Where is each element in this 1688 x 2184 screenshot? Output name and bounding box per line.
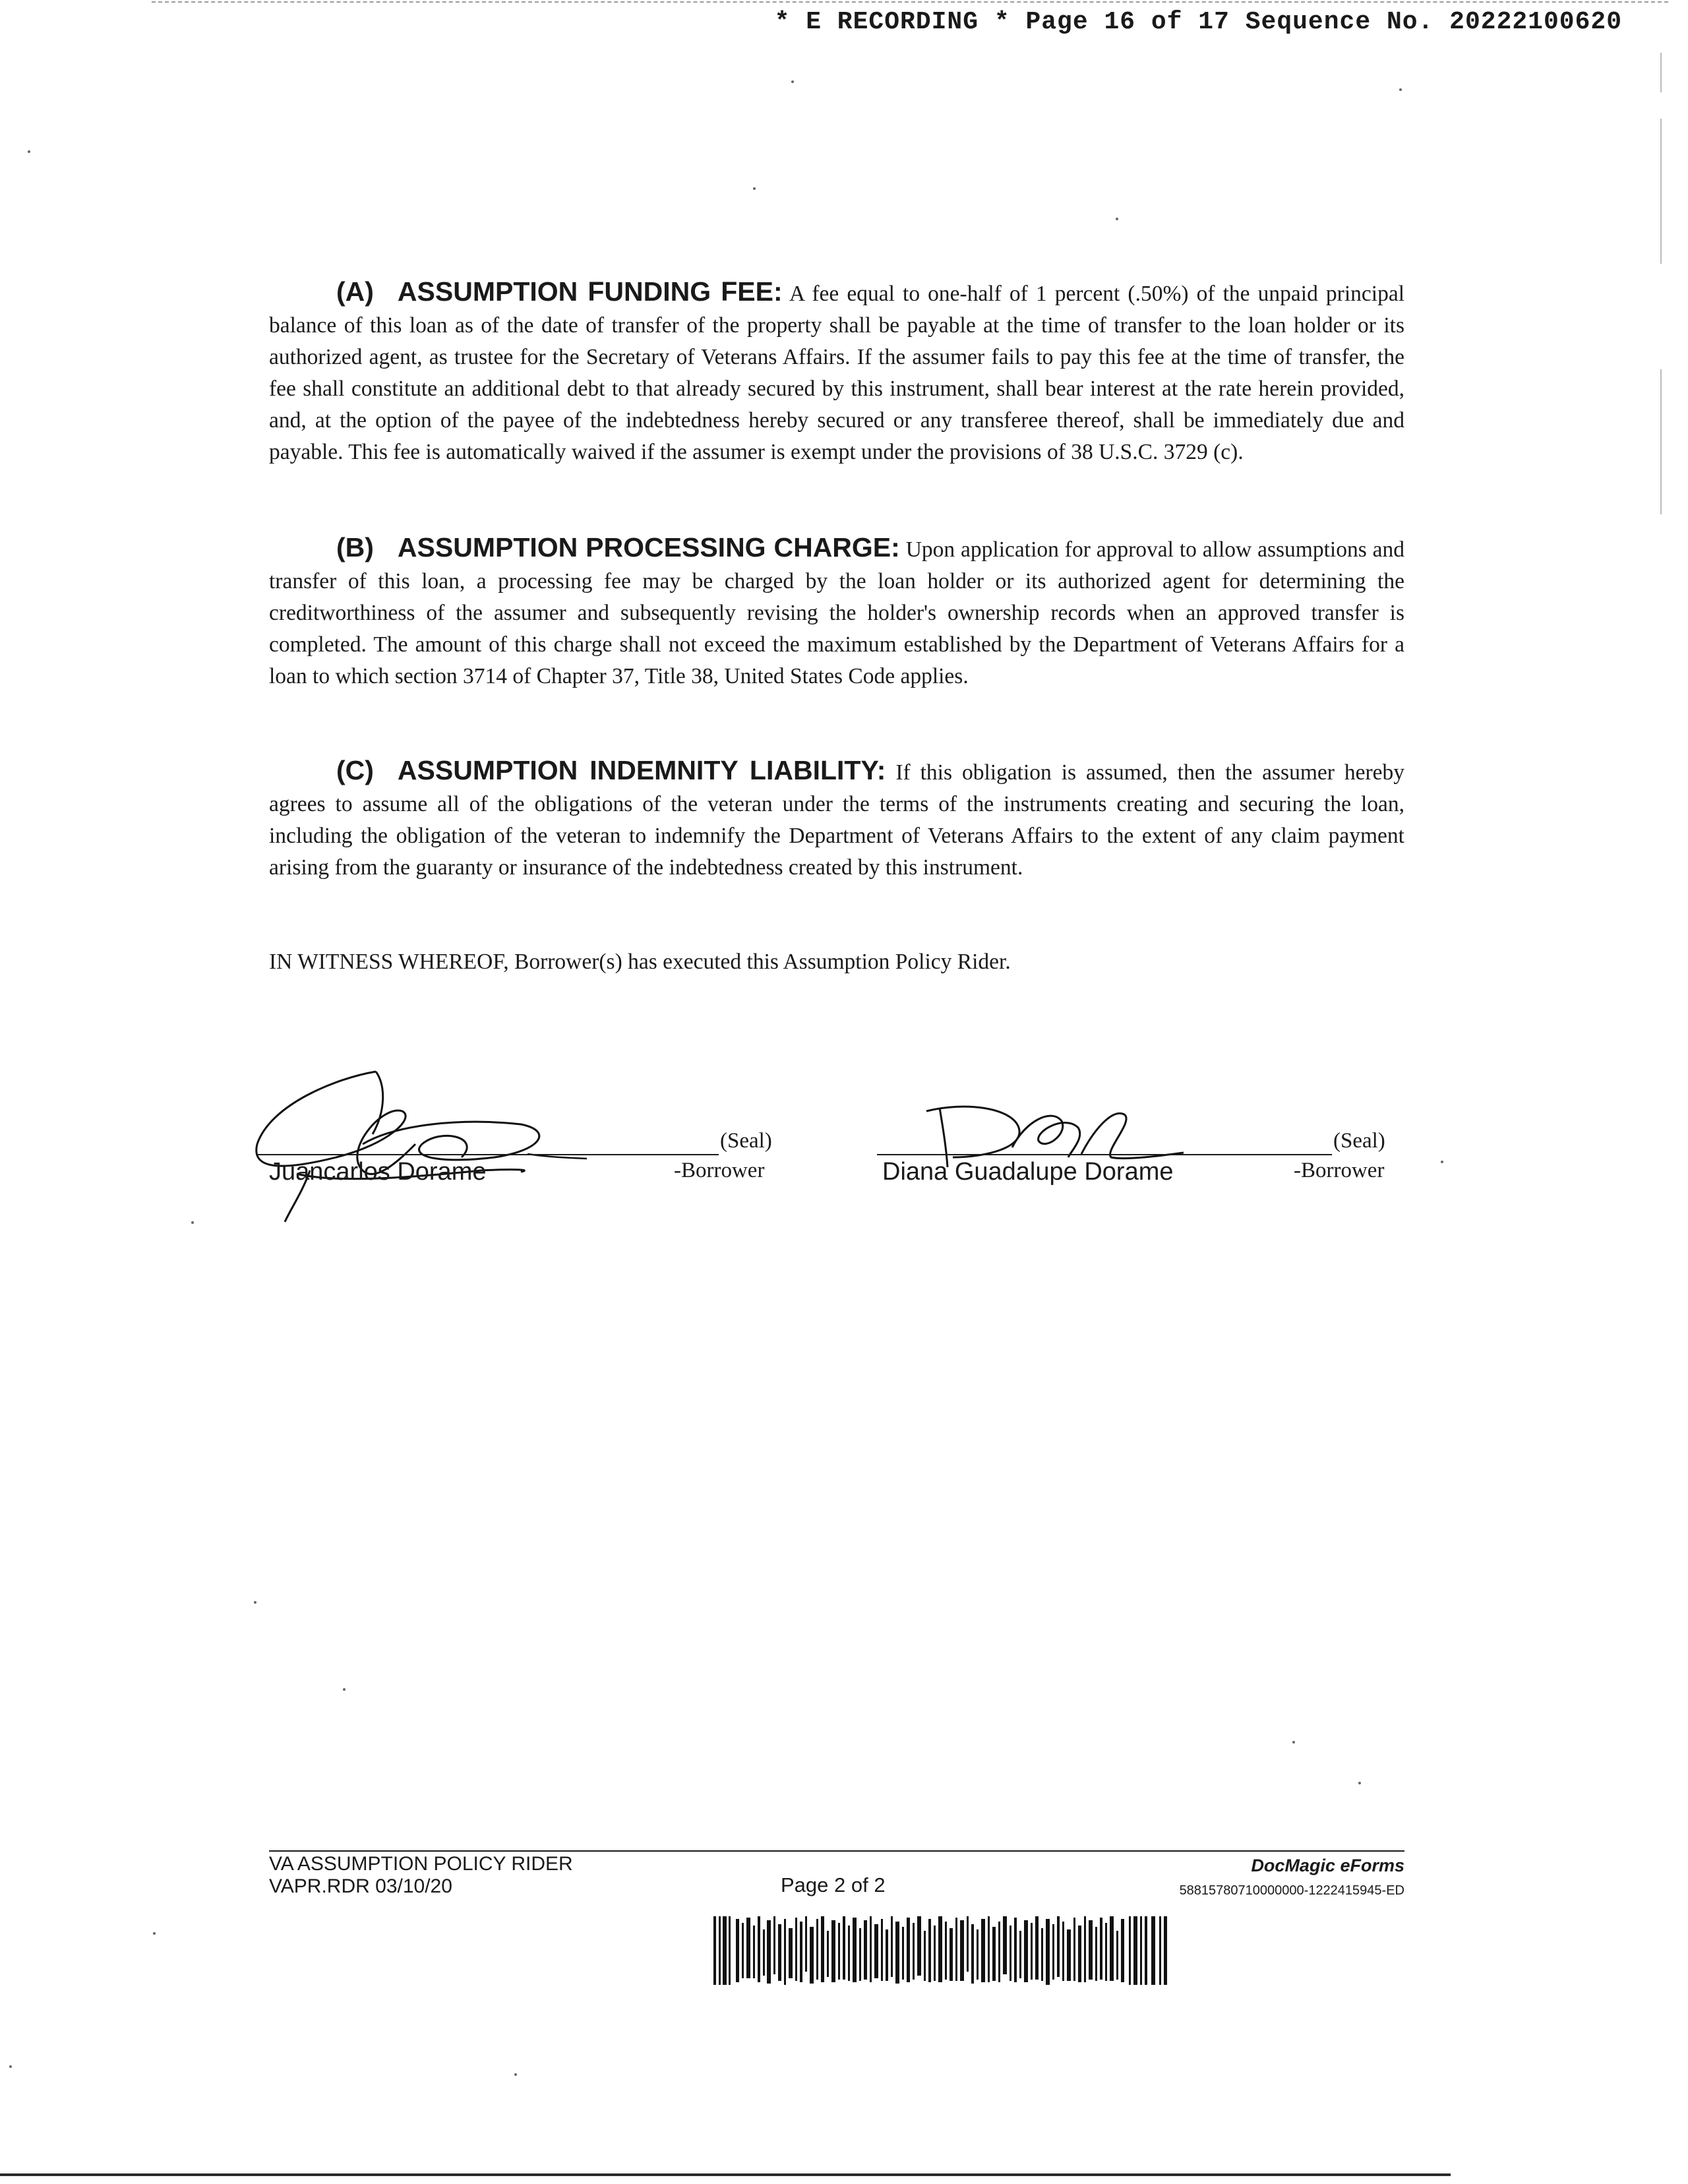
scan-edge-mark xyxy=(1660,119,1662,264)
scan-speck xyxy=(1116,218,1118,220)
barcode-icon xyxy=(713,1916,1168,1985)
scan-speck xyxy=(1441,1161,1443,1163)
footer-document-id: 58815780710000000-1222415945-ED xyxy=(1179,1883,1404,1898)
scan-speck xyxy=(1292,1741,1295,1744)
footer-page-number: Page 2 of 2 xyxy=(781,1873,886,1896)
scan-speck xyxy=(343,1688,346,1691)
section-b-title: (B) ASSUMPTION PROCESSING CHARGE: xyxy=(336,532,900,562)
seal-label-diana: (Seal) xyxy=(1333,1129,1385,1153)
signature-line-juancarlos xyxy=(257,1154,719,1155)
section-c xyxy=(269,754,1404,884)
scan-edge-mark xyxy=(1660,369,1662,514)
footer-form-code: VAPR.RDR 03/10/20 xyxy=(269,1875,452,1897)
footer-rule xyxy=(269,1850,1404,1852)
signature-line-diana xyxy=(877,1154,1332,1155)
bottom-scan-rule xyxy=(0,2173,1451,2176)
footer-form-title: VA ASSUMPTION POLICY RIDER xyxy=(269,1853,573,1875)
scan-speck xyxy=(1358,1782,1361,1784)
recording-header: * E RECORDING * Page 16 of 17 Sequence No. 20222100620 xyxy=(774,8,1622,36)
witness-clause: IN WITNESS WHEREOF, Borrower(s) has executed this Assumption Policy Rider. xyxy=(269,950,1011,974)
signature-juancarlos-icon xyxy=(244,1058,613,1230)
section-a-text: A fee equal to one-half of 1 percent (.50%) of the unpaid principal balance of this loan as of the date of transfer of the property shall be payable at the time of transfer to the loan holder or its authorized agent, as trustee for the Secretary of Veterans Affairs. If the assumer fails to pay this fee at the time of transfer, the fee shall constitute an additional debt to that already secured by this instrument, shall bear interest at the rate herein provided, and, at the option of the payee of the indebtedness hereby secured or any transferee thereof, shall be immediately due and payable. This fee is automatically waived if the assumer is exempt under the provisions of 38 U.S.C. 3729 (c). xyxy=(269,282,1405,464)
section-a-title: (A) ASSUMPTION FUNDING FEE: xyxy=(336,276,783,307)
scan-speck xyxy=(791,80,794,83)
section-b-text: Upon application for approval to allow assumptions and transfer of this loan, a processing fee may be charged by the loan holder or its authorized agent for determining the creditworthiness of the assumer and subsequently revising the holder's ownership records when an approved transfer is completed. The amount of this charge shall not exceed the maximum established by the Department of Veterans Affairs for a loan to which section 3714 of Chapter 37, Title 38, United States Code applies. xyxy=(269,537,1405,688)
seal-label-juancarlos: (Seal) xyxy=(720,1129,772,1153)
borrower-label-diana: -Borrower xyxy=(1294,1159,1385,1182)
scan-speck xyxy=(753,187,756,190)
top-scan-rule xyxy=(152,1,1668,3)
scan-speck xyxy=(153,1932,156,1935)
footer-vendor-brand: DocMagic eForms xyxy=(1251,1856,1404,1875)
section-c-text: If this obligation is assumed, then the assumer hereby agrees to assume all of the obligations of the veteran under the terms of the instruments creating and securing the loan, including the obligation of the veteran to indemnify the Department of Veterans Affairs to the extent of any claim payment arising from the guaranty or insurance of the indebtedness created by this instrument. xyxy=(269,760,1405,880)
scan-speck xyxy=(9,2065,12,2068)
signer-name-juancarlos: Juancarlos Dorame xyxy=(269,1158,487,1186)
scan-speck xyxy=(28,150,30,153)
scan-speck xyxy=(254,1601,256,1604)
section-a xyxy=(269,276,1404,468)
signer-name-diana: Diana Guadalupe Dorame xyxy=(882,1158,1174,1186)
scan-edge-mark xyxy=(1660,53,1662,92)
scan-speck xyxy=(514,2073,517,2076)
scan-speck xyxy=(1399,88,1402,91)
scan-speck xyxy=(191,1221,194,1224)
borrower-label-juancarlos: -Borrower xyxy=(674,1159,765,1182)
section-b xyxy=(269,531,1404,692)
section-c-title: (C) ASSUMPTION INDEMNITY LIABILITY: xyxy=(336,755,886,785)
